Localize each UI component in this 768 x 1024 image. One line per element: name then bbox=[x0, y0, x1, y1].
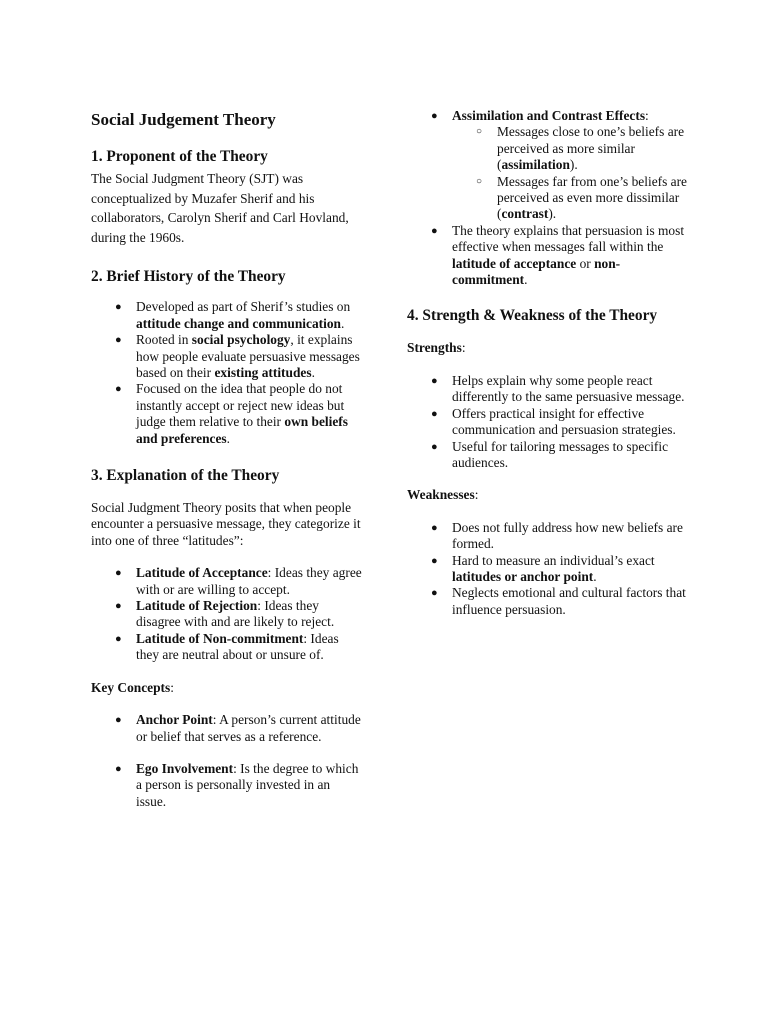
list-item: ● Anchor Point: A person’s current attitude or belief that serves as a reference. bbox=[115, 712, 361, 744]
bullet-icon: ● bbox=[115, 301, 122, 314]
effects-sublist bbox=[452, 124, 687, 222]
bullet-icon: ● bbox=[431, 521, 438, 534]
list-item: ● Latitude of Acceptance: Ideas they agree with or are willing to accept. bbox=[115, 565, 362, 597]
bullet-icon: ● bbox=[431, 554, 438, 567]
section-3-paragraph: Social Judgment Theory posits that when people encounter a persuasive message, they categorize it into one of three “latitudes”: bbox=[91, 500, 361, 548]
list-item: ● Ego Involvement: Is the degree to which a person is personally invested in an issue. bbox=[115, 760, 359, 809]
list-item: ● Rooted in social psychology, it explains how people evaluate persuasive messages based on their existing attitudes. bbox=[115, 332, 360, 380]
section-1-heading: 1. Proponent of the Theory bbox=[91, 148, 268, 165]
bullet-icon: ● bbox=[115, 383, 122, 396]
bullet-icon: ● bbox=[431, 407, 438, 420]
hollow-bullet-icon: ○ bbox=[476, 175, 483, 187]
list-item: ● Developed as part of Sherif’s studies on attitude change and communication. bbox=[115, 299, 351, 331]
list-item: ● Helps explain why some people react differently to the same persuasive message. bbox=[431, 372, 685, 405]
right-column bbox=[407, 108, 687, 618]
list-item: ● Neglects emotional and cultural factors that influence persuasion. bbox=[431, 585, 686, 617]
section-4-heading: 4. Strength & Weakness of the Theory bbox=[407, 307, 658, 325]
history-list bbox=[91, 299, 363, 447]
bullet-icon: ● bbox=[115, 334, 122, 347]
hollow-bullet-icon: ○ bbox=[476, 126, 483, 138]
list-item: ● Assimilation and Contrast Effects: ○ Messages close to one’s beliefs are perceived as more similar (assimilation). ○ Messages far from one’s beliefs are perceived as even more dissimilar (contrast). bbox=[431, 108, 687, 222]
list-item: ● Does not fully address how new beliefs are formed. bbox=[431, 519, 683, 552]
bullet-icon: ● bbox=[115, 632, 122, 645]
bullet-icon: ● bbox=[431, 440, 438, 453]
bullet-icon: ● bbox=[115, 567, 122, 580]
document-title: Social Judgement Theory bbox=[91, 110, 276, 129]
section-2-heading: 2. Brief History of the Theory bbox=[91, 268, 286, 286]
bullet-icon: ● bbox=[115, 600, 122, 613]
section-3-heading: 3. Explanation of the Theory bbox=[91, 467, 280, 485]
concepts-list bbox=[91, 712, 363, 810]
weaknesses-label: Weaknesses: bbox=[407, 487, 479, 503]
bullet-icon: ● bbox=[431, 587, 438, 600]
left-column bbox=[91, 109, 363, 810]
section-1-paragraph: The Social Judgment Theory (SJT) was conceptualized by Muzafer Sherif and his collaborators, Carolyn Sherif and Carl Hovland, during the 1960s. bbox=[91, 171, 349, 245]
weaknesses-list bbox=[407, 520, 687, 618]
list-item: ● Latitude of Non-commitment: Ideas they are neutral about or unsure of. bbox=[115, 630, 339, 663]
strengths-label: Strengths: bbox=[407, 340, 466, 356]
sub-list-item: ○ Messages close to one’s beliefs are perceived as more similar (assimilation). bbox=[476, 124, 685, 173]
list-item: ● Focused on the idea that people do not instantly accept or reject new ideas but judge them relative to their own beliefs and preferences. bbox=[115, 381, 348, 446]
effects-list bbox=[407, 108, 687, 288]
sub-list-item: ○ Messages far from one’s beliefs are perceived as even more dissimilar (contrast). bbox=[476, 173, 687, 222]
list-item: ● Offers practical insight for effective communication and persuasion strategies. bbox=[431, 405, 676, 438]
list-item: ● Hard to measure an individual’s exact latitudes or anchor point. bbox=[431, 552, 655, 584]
key-concepts-label: Key Concepts: bbox=[91, 679, 174, 695]
list-item: ● Useful for tailoring messages to specific audiences. bbox=[431, 438, 669, 470]
strengths-list bbox=[407, 373, 687, 471]
bullet-icon: ● bbox=[431, 224, 438, 237]
bullet-icon: ● bbox=[431, 110, 438, 122]
latitudes-list bbox=[91, 565, 363, 663]
bullet-icon: ● bbox=[115, 762, 122, 775]
list-item: ● Latitude of Rejection: Ideas they disagree with and are likely to reject. bbox=[115, 598, 335, 630]
bullet-icon: ● bbox=[431, 374, 438, 387]
bullet-icon: ● bbox=[115, 714, 122, 727]
list-item: ● The theory explains that persuasion is most effective when messages fall within the latitude of acceptance or non-commitment. bbox=[431, 222, 685, 288]
